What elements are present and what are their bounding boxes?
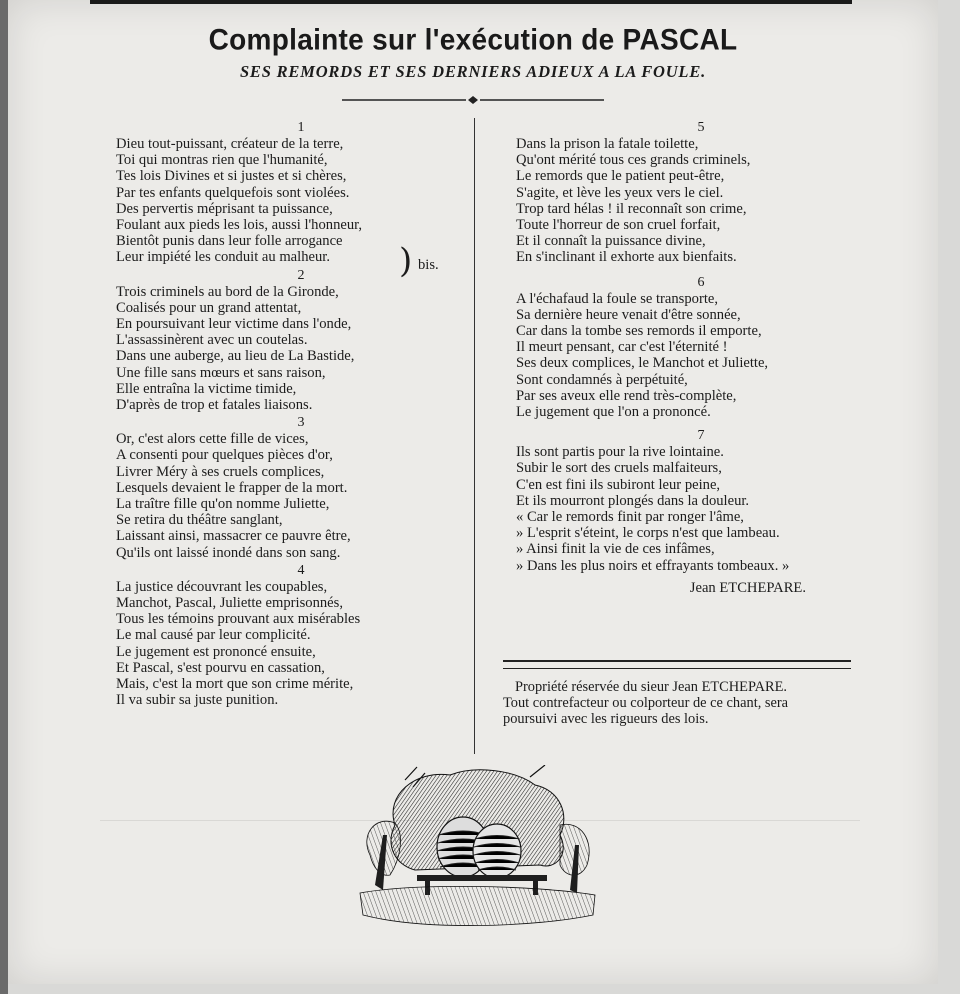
verse-line: Une fille sans mœurs et sans raison, — [116, 364, 326, 381]
verse-line: Tous les témoins prouvant aux misérables — [116, 611, 361, 628]
notice-line: Propriété réservée du sieur Jean ETCHEPARE. — [515, 679, 788, 695]
title-ornament — [342, 95, 604, 105]
stanza-number: 2 — [297, 267, 305, 283]
verse-line: Sa dernière heure venait d'être sonnée, — [516, 306, 741, 323]
top-rule — [90, 0, 852, 4]
stanza-number: 7 — [697, 428, 705, 444]
verse-line: A l'échafaud la foule se transporte, — [516, 290, 718, 307]
verse-line: Le remords que le patient peut-être, — [516, 168, 725, 185]
left-column — [116, 118, 456, 709]
verse-line: Le mal causé par leur complicité. — [116, 627, 311, 644]
verse-line: La justice découvrant les coupables, — [116, 578, 328, 595]
beehive-vignette — [355, 765, 600, 935]
verse-line: Car dans la tombe ses remords il emporte, — [516, 323, 762, 340]
author-signature: Jean ETCHEPARE. — [689, 579, 806, 596]
verse-line: Livrer Méry à ses cruels complices, — [116, 463, 325, 480]
verse-line: Qu'ont mérité tous ces grands criminels, — [516, 152, 751, 169]
verse-line: Par tes enfants quelquefois sont violées. — [116, 184, 350, 201]
verse-line: D'après de trop et fatales liaisons. — [116, 397, 313, 414]
verse-line: Toute l'horreur de son cruel forfait, — [516, 217, 721, 234]
verse-line: Il va subir sa juste punition. — [116, 692, 279, 709]
verse-line: Subir le sort des cruels malfaiteurs, — [516, 460, 722, 477]
verse-line: Trois criminels au bord de la Gironde, — [116, 283, 339, 300]
verse-line: Toi qui montras rien que l'humanité, — [116, 152, 328, 169]
stanza-number: 4 — [297, 562, 305, 578]
verse-line: » Dans les plus noirs et effrayants tombeaux. » — [516, 557, 790, 574]
page-title: Complainte sur l'exécution de PASCAL — [208, 23, 738, 56]
stanza — [116, 120, 456, 281]
notice-line: poursuivi avec les rigueurs des lois. — [503, 711, 709, 728]
notice-line: Tout contrefacteur ou colporteur de ce chant, sera — [503, 695, 789, 712]
stanza-number: 1 — [297, 120, 305, 135]
verse-line: Laissant ainsi, massacrer ce pauvre être, — [116, 528, 351, 545]
verse-line: Dans la prison la fatale toilette, — [516, 136, 699, 152]
verse-line: C'en est fini ils subiront leur peine, — [516, 476, 721, 493]
copyright-notice — [503, 679, 853, 728]
verse-line: Par ses aveux elle rend très-complète, — [516, 387, 737, 404]
refrain-label: bis. — [418, 256, 439, 273]
stanza-number: 3 — [297, 415, 305, 431]
stanza — [116, 563, 456, 709]
verse-line: Ils sont partis pour la rive lointaine. — [516, 444, 724, 461]
page-subtitle: SES REMORDS ET SES DERNIERS ADIEUX A LA FOULE. — [239, 62, 707, 81]
stanza — [516, 275, 861, 421]
verse-line: Or, c'est alors cette fille de vices, — [116, 431, 309, 448]
verse-line: » L'esprit s'éteint, le corps n'est que lambeau. — [516, 525, 780, 542]
verse-line: Qu'ils ont laissé inondé dans son sang. — [116, 544, 341, 561]
verse-line: Trop tard hélas ! il reconnaît son crime, — [516, 200, 747, 217]
right-column — [516, 118, 861, 596]
verse-line: Et il connaît la puissance divine, — [516, 233, 706, 250]
verse-line: En poursuivant leur victime dans l'onde, — [116, 316, 352, 333]
verse-line: A consenti pour quelques pièces d'or, — [116, 447, 333, 464]
verse-line: Bientôt punis dans leur folle arrogance — [116, 233, 343, 250]
verse-line: Ses deux complices, le Manchot et Juliette, — [516, 355, 769, 372]
verse-line: Foulant aux pieds les lois, aussi l'honneur, — [116, 217, 363, 234]
verse-line: Des pervertis méprisant ta puissance, — [116, 200, 333, 217]
verse-line: S'agite, et lève les yeux vers le ciel. — [516, 184, 724, 201]
verse-line: Dieu tout-puissant, créateur de la terre, — [116, 136, 344, 152]
verse-line: Il meurt pensant, car c'est l'éternité ! — [516, 339, 728, 356]
stanza — [516, 428, 861, 574]
verse-line: Mais, c'est la mort que son crime mérite, — [116, 676, 354, 693]
verse-line: Tes lois Divines et si justes et si chères, — [116, 168, 347, 185]
stanza — [516, 120, 861, 266]
verse-line: En s'inclinant il exhorte aux bienfaits. — [516, 249, 737, 266]
verse-line: Et Pascal, s'est pourvu en cassation, — [116, 659, 325, 676]
verse-line: Leur impiété les conduit au malheur. — [116, 249, 330, 266]
verse-line: Le jugement que l'on a prononcé. — [516, 404, 711, 421]
verse-line: Coalisés pour un grand attentat, — [116, 299, 302, 316]
verse-line: » Ainsi finit la vie de ces infâmes, — [516, 541, 715, 558]
stanza — [116, 268, 456, 414]
verse-line: Manchot, Pascal, Juliette emprisonnés, — [116, 595, 343, 612]
stanza — [116, 415, 456, 561]
verse-line: Lesquels devaient le frapper de la mort. — [116, 479, 348, 496]
page-edge — [0, 0, 8, 994]
refrain-brace: ) — [399, 240, 413, 281]
verse-line: Le jugement est prononcé ensuite, — [116, 643, 316, 660]
verse-line: L'assassinèrent avec un coutelas. — [116, 332, 308, 349]
verse-line: Elle entraîna la victime timide, — [116, 380, 297, 397]
stanza-number: 6 — [697, 274, 705, 290]
verse-line: Dans une auberge, au lieu de La Bastide, — [116, 348, 355, 365]
verse-line: Se retira du théâtre sanglant, — [116, 512, 283, 529]
notice-separator — [503, 660, 851, 669]
verse-line: Sont condamnés à perpétuité, — [516, 371, 688, 388]
column-divider — [474, 118, 475, 754]
verse-line: La traître fille qu'on nomme Juliette, — [116, 496, 330, 513]
stanza-number: 5 — [697, 120, 705, 135]
verse-line: « Car le remords finit par ronger l'âme, — [516, 509, 744, 526]
verse-line: Et ils mourront plongés dans la douleur. — [516, 492, 750, 509]
